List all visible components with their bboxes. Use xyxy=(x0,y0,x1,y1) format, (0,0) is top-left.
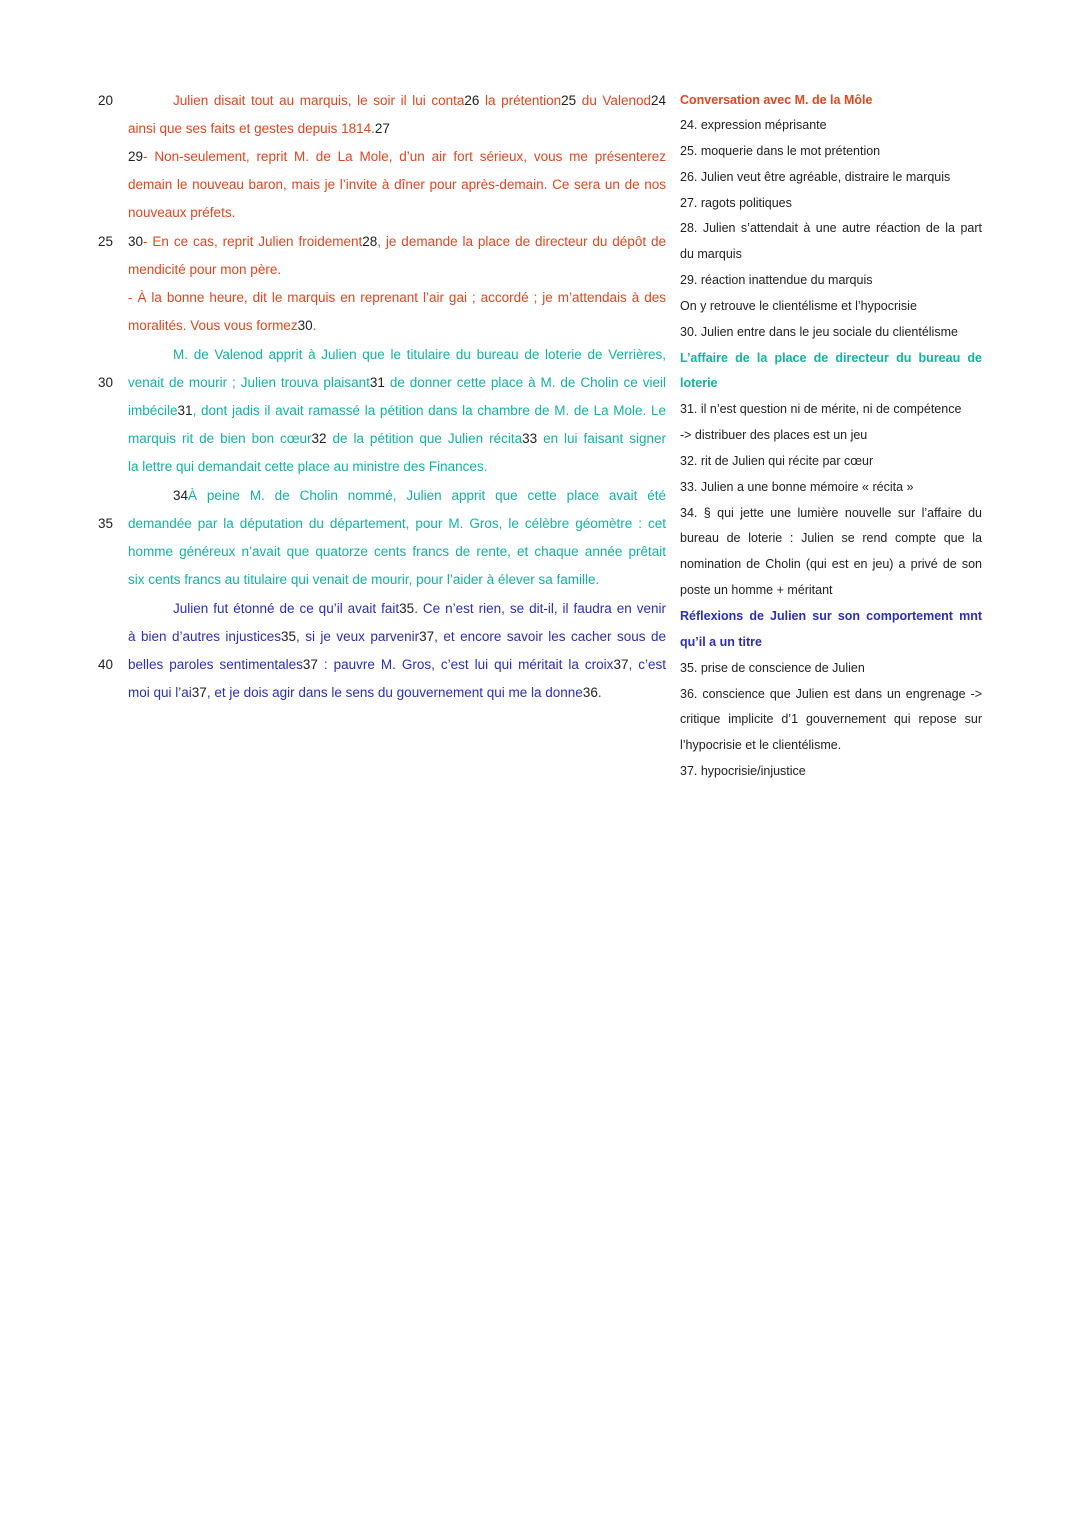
text-line: 34À peine M. de Cholin nommé, Julien apprit que cette place avait été xyxy=(173,488,666,503)
text-line: marquis rit de bien bon cœur32 de la pétition que Julien récita33 en lui faisant signer xyxy=(128,431,666,446)
line-number-30: 30 xyxy=(98,375,114,390)
note-35: 35. prise de conscience de Julien xyxy=(680,661,865,675)
text-line: la lettre qui demandait cette place au ministre des Finances. xyxy=(128,459,488,474)
note-32: 32. rit de Julien qui récite par cœur xyxy=(680,454,874,468)
text-line: M. de Valenod apprit à Julien que le titulaire du bureau de loterie de Verrières, xyxy=(173,347,666,362)
text-line: à bien d’autres injustices35, si je veux parvenir37, et encore savoir les cacher sous de xyxy=(128,629,666,644)
text-line: Julien disait tout au marquis, le soir il lui conta26 la prétention25 du Valenod24 xyxy=(173,93,667,108)
note-34-cont: nomination de Cholin (qui est en jeu) a privé de son xyxy=(680,557,982,571)
section-heading-loterie-cont: loterie xyxy=(680,376,718,390)
line-number-40: 40 xyxy=(98,657,114,672)
text-line: demandée par la députation du département, pour M. Gros, le célèbre géomètre : cet xyxy=(128,516,666,531)
note-29: 29. réaction inattendue du marquis xyxy=(680,273,873,287)
text-line: - À la bonne heure, dit le marquis en reprenant l’air gai ; accordé ; je m’attendais à des xyxy=(128,290,666,305)
line-number-20: 20 xyxy=(98,93,114,108)
text-line: mendicité pour mon père. xyxy=(128,262,282,277)
section-heading-reflexions: Réflexions de Julien sur son comportement mnt xyxy=(680,609,982,623)
section-heading-conversation: Conversation avec M. de la Môle xyxy=(680,93,873,107)
text-line: 29- Non-seulement, reprit M. de La Mole, d’un air fort sérieux, vous me présenterez xyxy=(128,149,666,164)
note-34-cont: bureau de loterie : Julien se rend compte que la xyxy=(680,531,982,545)
note-28-cont: du marquis xyxy=(680,247,742,261)
text-line: homme généreux n’avait que quatorze cents francs de rente, et chaque année prêtait xyxy=(128,544,666,559)
note-34-cont: poste un homme + méritant xyxy=(680,583,833,597)
text-line: belles paroles sentimentales37 : pauvre M. Gros, c’est lui qui méritait la croix37, c’est xyxy=(128,657,666,672)
line-number-25: 25 xyxy=(98,234,114,249)
note-24: 24. expression méprisante xyxy=(680,118,827,132)
text-line: moi qui l’ai37, et je dois agir dans le sens du gouvernement qui me la donne36. xyxy=(128,685,602,700)
note-34: 34. § qui jette une lumière nouvelle sur l’affaire du xyxy=(680,506,982,520)
note-36: 36. conscience que Julien est dans un engrenage -> xyxy=(680,687,982,701)
note-37: 37. hypocrisie/injustice xyxy=(680,764,806,778)
line-number-35: 35 xyxy=(98,516,114,531)
text-line: venait de mourir ; Julien trouva plaisant31 de donner cette place à M. de Cholin ce vieil xyxy=(128,375,666,390)
text-line: demain le nouveau baron, mais je l’invite à dîner pour après-demain. Ce sera un de nos xyxy=(128,177,666,192)
section-heading-reflexions-cont: qu’il a un titre xyxy=(680,635,762,649)
note-27: 27. ragots politiques xyxy=(680,196,792,210)
note-36-cont: l’hypocrisie et le clientélisme. xyxy=(680,738,842,752)
note-31: 31. il n’est question ni de mérite, ni de compétence xyxy=(680,402,962,416)
note-29-cont: On y retrouve le clientélisme et l’hypocrisie xyxy=(680,299,917,313)
text-line: Julien fut étonné de ce qu’il avait fait35. Ce n’est rien, se dit-il, il faudra en venir xyxy=(173,601,666,616)
note-30: 30. Julien entre dans le jeu sociale du clientélisme xyxy=(680,325,958,339)
text-line: moralités. Vous vous formez30. xyxy=(128,318,317,333)
note-36-cont: critique implicite d’1 gouvernement qui repose sur xyxy=(680,712,982,726)
text-line: ainsi que ses faits et gestes depuis 1814.27 xyxy=(128,121,390,136)
text-line: imbécile31, dont jadis il avait ramassé la pétition dans la chambre de M. de La Mole. Le xyxy=(128,403,666,418)
text-line: six cents francs au titulaire qui venait de mourir, pour l’aider à élever sa famille. xyxy=(128,572,600,587)
note-26: 26. Julien veut être agréable, distraire le marquis xyxy=(680,170,951,184)
note-25: 25. moquerie dans le mot prétention xyxy=(680,144,881,158)
section-heading-loterie: L’affaire de la place de directeur du bureau de xyxy=(680,351,982,365)
note-28: 28. Julien s’attendait à une autre réaction de la part xyxy=(680,221,982,235)
text-line: nouveaux préfets. xyxy=(128,205,236,220)
note-33: 33. Julien a une bonne mémoire « récita » xyxy=(680,480,914,494)
text-line: 30- En ce cas, reprit Julien froidement28, je demande la place de directeur du dépôt de xyxy=(128,234,666,249)
note-31-cont: -> distribuer des places est un jeu xyxy=(680,428,868,442)
